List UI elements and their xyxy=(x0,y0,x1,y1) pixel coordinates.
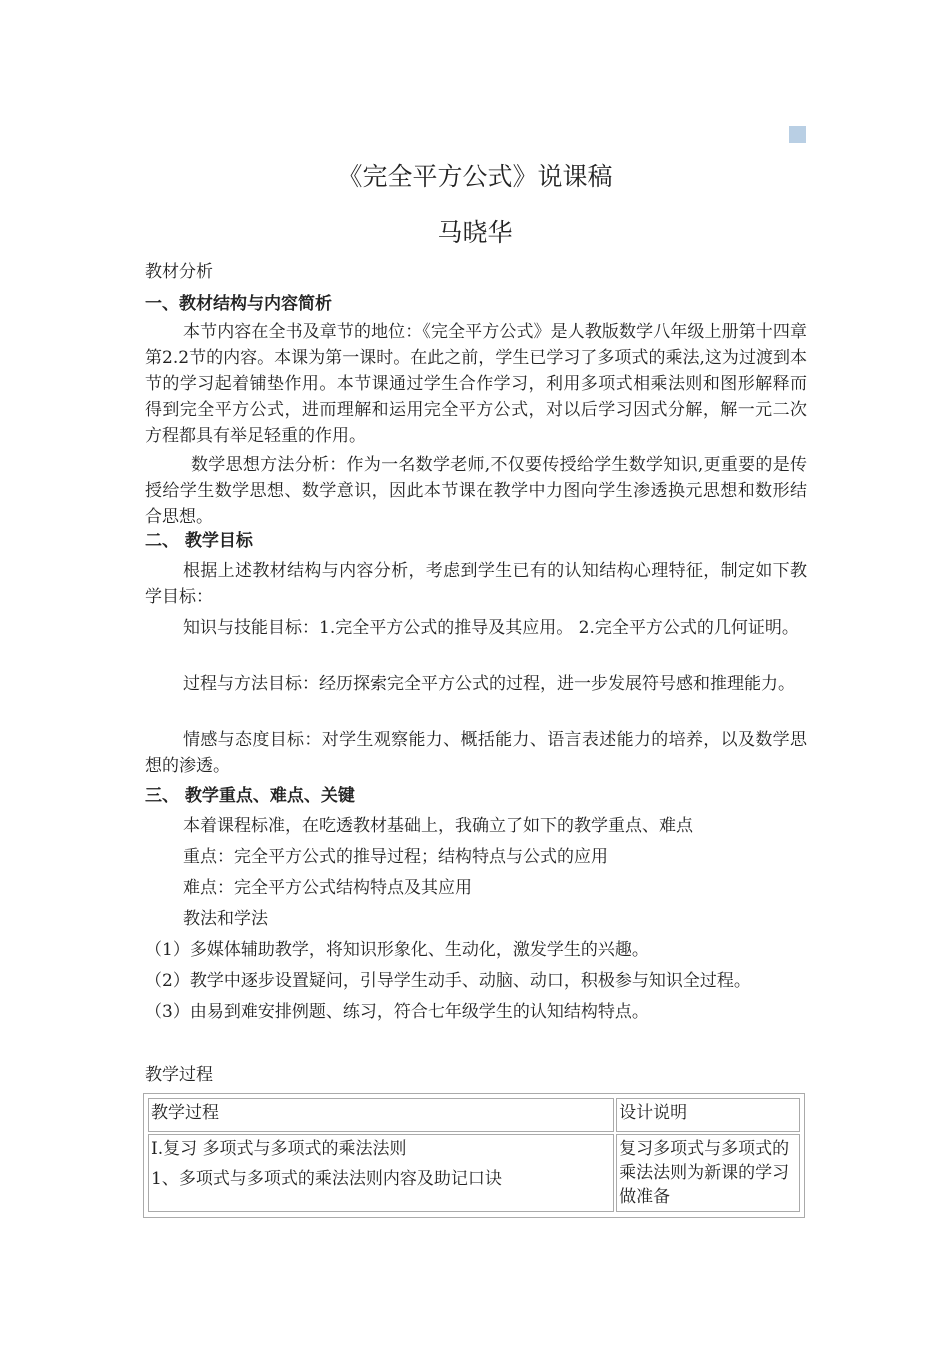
paragraph-standards: 本着课程标准，在吃透教材基础上，我确立了如下的教学重点、难点 xyxy=(183,816,693,836)
process-line-2: 1、多项式与多项式的乘法法则内容及助记口诀 xyxy=(151,1169,502,1189)
teaching-process-table xyxy=(143,1093,805,1218)
heading-structure: 一、教材结构与内容简析 xyxy=(145,294,332,314)
author-name: 马晓华 xyxy=(437,218,513,247)
paragraph-difficulty: 难点：完全平方公式结构特点及其应用 xyxy=(183,878,472,898)
section-label-process: 教学过程 xyxy=(145,1065,213,1085)
method-item-3: （3）由易到难安排例题、练习，符合七年级学生的认知结构特点。 xyxy=(145,1002,649,1022)
heading-key-points: 三、 教学重点、难点、关键 xyxy=(145,786,355,806)
paragraph-attitude-goal: 情感与态度目标：对学生观察能力、概括能力、语言表述能力的培养，以及数学思想的渗透。 xyxy=(145,730,807,776)
paragraph-objectives-intro: 根据上述教材结构与内容分析，考虑到学生已有的认知结构心理特征，制定如下教学目标： xyxy=(145,561,807,607)
paragraph-methods-label: 教法和学法 xyxy=(183,909,268,929)
paragraph-key-point: 重点：完全平方公式的推导过程；结构特点与公式的应用 xyxy=(183,847,608,867)
paragraph-knowledge-goal: 知识与技能目标：1.完全平方公式的推导及其应用。 2.完全平方公式的几何证明。 xyxy=(183,618,799,638)
section-label-material-analysis: 教材分析 xyxy=(145,262,213,282)
table-header-process: 教学过程 xyxy=(148,1098,614,1132)
paragraph-process-goal: 过程与方法目标：经历探索完全平方公式的过程，进一步发展符号感和推理能力。 xyxy=(183,674,795,694)
corner-decoration xyxy=(789,126,806,143)
paragraph-method: 数学思想方法分析：作为一名数学老师,不仅要传授给学生数学知识,更重要的是传授给学生数学思想、数学意识，因此本节课在教学中力图向学生渗透换元思想和数形结合思想。 xyxy=(145,455,807,527)
method-item-2: （2）教学中逐步设置疑问，引导学生动手、动脑、动口，积极参与知识全过程。 xyxy=(145,971,751,991)
paragraph-position: 本节内容在全书及章节的地位：《完全平方公式》是人教版数学八年级上册第十四章第2.2节的内容。本课为第一课时。在此之前，学生已学习了多项式的乘法,这为过渡到本节的学习起着铺垫作用。本节课通过学生合作学习，利用多项式相乘法则和图形解释而得到完全平方公式，进而理解和运用完全平方公式，对以后学习因式分解，解一元二次方程都具有举足轻重的作用。 xyxy=(145,322,807,446)
table-header-notes: 设计说明 xyxy=(616,1098,800,1132)
method-item-1: （1）多媒体辅助教学，将知识形象化、生动化，激发学生的兴趣。 xyxy=(145,940,649,960)
document-title: 《完全平方公式》说课稿 xyxy=(337,162,613,191)
heading-objectives: 二、 教学目标 xyxy=(145,531,253,551)
process-line-1: Ⅰ.复习 多项式与多项式的乘法法则 xyxy=(151,1139,407,1159)
table-cell-notes: 复习多项式与多项式的乘法法则为新课的学习做准备 xyxy=(616,1134,800,1212)
table-cell-process xyxy=(148,1134,614,1212)
